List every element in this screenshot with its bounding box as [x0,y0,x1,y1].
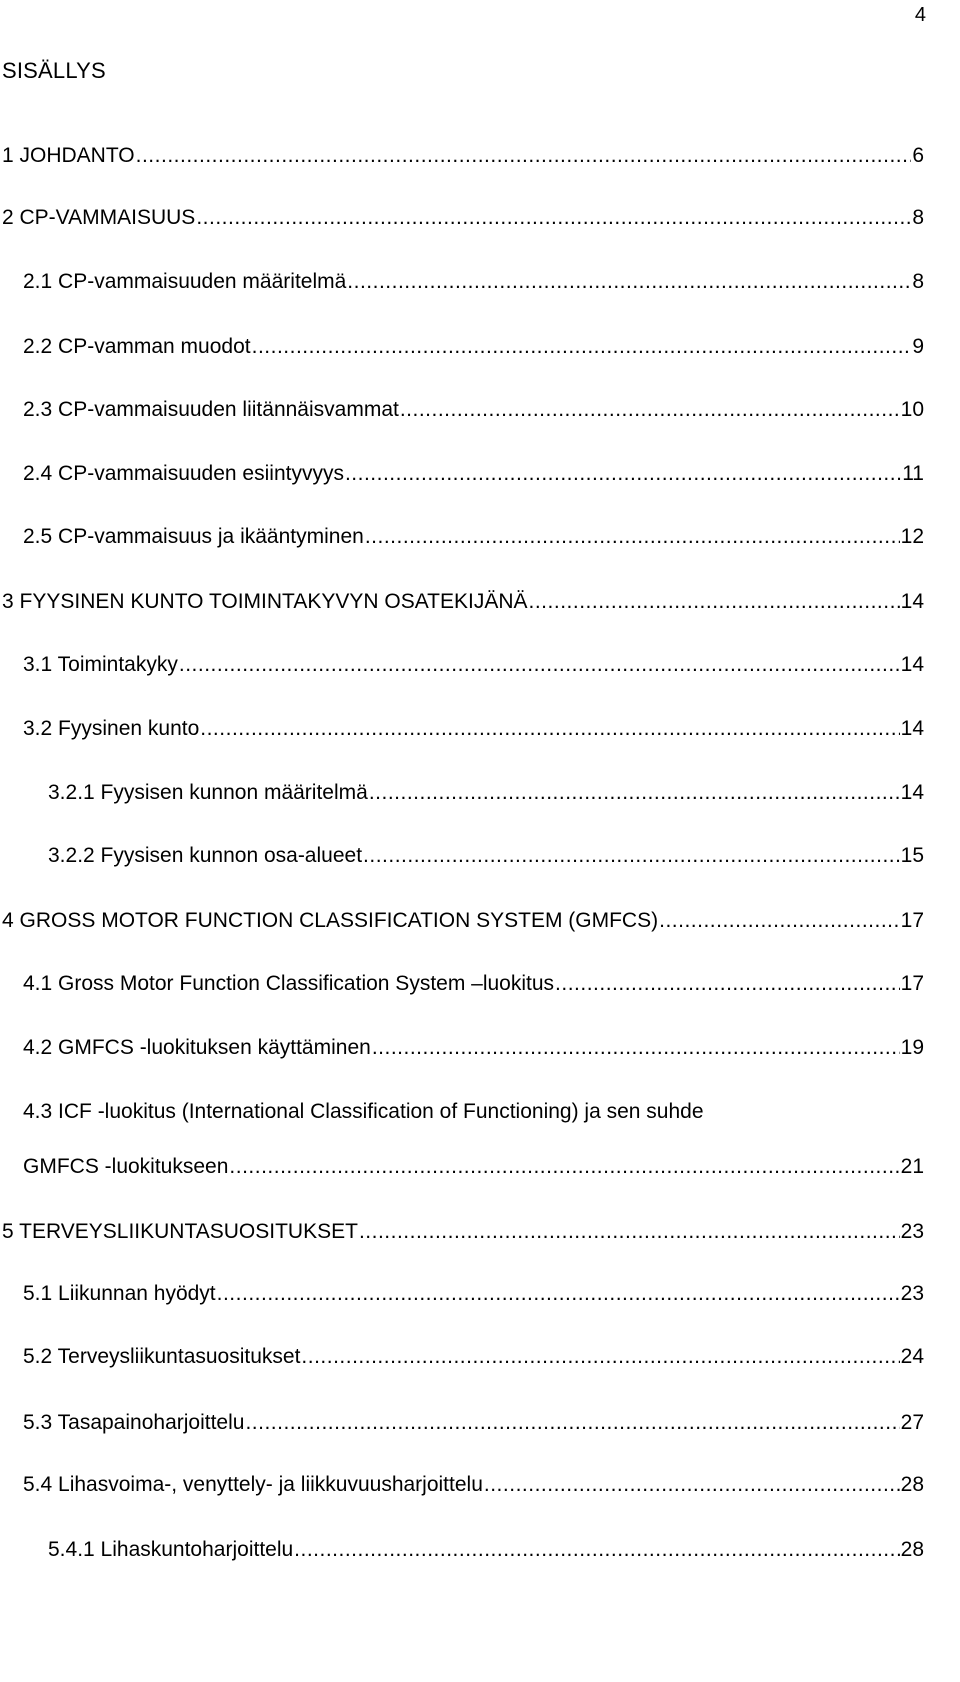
toc-entry-5-4[interactable] [23,1472,924,1498]
toc-entry-page: 14 [900,653,924,676]
toc-entry-2-5[interactable] [23,524,924,550]
toc-entry-terveysliikuntasuositukset[interactable] [2,1219,924,1245]
toc-entry-gmfcs[interactable] [2,908,924,934]
toc-entry-5-2[interactable] [23,1344,924,1370]
toc-entry-page: 14 [900,590,924,613]
toc-entry-cp-vammaisuus[interactable] [2,205,924,231]
toc-leader-dots [365,524,900,550]
toc-entry-page: 11 [902,462,924,485]
toc-entry-page: 23 [900,1282,924,1305]
toc-entry-page: 10 [900,398,924,421]
toc-entry-2-4[interactable] [23,461,924,487]
toc-entry-5-4-1[interactable] [48,1537,924,1563]
toc-entry-page: 27 [900,1411,924,1434]
toc-entry-label: 4.1 Gross Motor Function Classification System –luokitus [23,972,555,995]
toc-leader-dots [372,1035,900,1061]
toc-entry-label: 1 JOHDANTO [2,144,135,167]
toc-entry-label: 2.1 CP-vammaisuuden määritelmä [23,270,347,293]
toc-title: SISÄLLYS [2,58,106,83]
toc-entry-3-1[interactable] [23,652,924,678]
toc-entry-label: 5.4.1 Lihaskuntoharjoittelu [48,1538,294,1561]
toc-entry-label: 3.2.2 Fyysisen kunnon osa-alueet [48,844,363,867]
toc-entry-page: 6 [912,144,924,167]
toc-entry-3-2-2[interactable] [48,843,924,869]
toc-entry-label: 5 TERVEYSLIIKUNTASUOSITUKSET [2,1220,358,1243]
toc-entry-page: 28 [900,1538,924,1561]
toc-entry-page: 23 [900,1220,924,1243]
toc-entry-page: 19 [900,1036,924,1059]
toc-entry-page: 17 [900,972,924,995]
toc-entry-4-3[interactable] [23,1154,924,1180]
toc-entry-3-2[interactable] [23,716,924,742]
toc-entry-2-2[interactable] [23,334,924,360]
toc-entry-page: 15 [900,844,924,867]
toc-entry-label: GMFCS -luokitukseen [23,1155,229,1178]
toc-entry-2-1[interactable] [23,269,924,295]
toc-leader-dots [229,1154,899,1180]
toc-entry-page: 21 [900,1155,924,1178]
toc-entry-label: 3.2.1 Fyysisen kunnon määritelmä [48,781,368,804]
toc-entry-fyysinen-kunto[interactable] [2,589,924,615]
toc-leader-dots [136,143,912,169]
toc-entry-page: 8 [912,206,924,229]
toc-entry-page: 28 [900,1473,924,1496]
toc-leader-dots [659,908,900,934]
toc-entry-page: 9 [912,335,924,358]
toc-entry-4-1[interactable] [23,971,924,997]
toc-entry-label: 3.1 Toimintakyky [23,653,178,676]
toc-entry-page: 24 [900,1345,924,1368]
toc-entry-page: 12 [900,525,924,548]
toc-entry-label: 5.3 Tasapainoharjoittelu [23,1411,245,1434]
toc-leader-dots [196,205,911,231]
toc-entry-label: 4.2 GMFCS -luokituksen käyttäminen [23,1036,371,1059]
toc-entry-label: 2.4 CP-vammaisuuden esiintyvyys [23,462,344,485]
toc-leader-dots [484,1472,900,1498]
toc-leader-dots [301,1344,899,1370]
toc-leader-dots [529,589,900,615]
toc-entry-label: 5.4 Lihasvoima-, venyttely- ja liikkuvuusharjoittelu [23,1473,483,1496]
toc-entry-page: 14 [900,717,924,740]
toc-leader-dots [294,1537,899,1563]
toc-leader-dots [179,652,900,678]
toc-entry-label: 3 FYYSINEN KUNTO TOIMINTAKYVYN OSATEKIJÄNÄ [2,590,528,613]
toc-entry-4-2[interactable] [23,1035,924,1061]
toc-entry-page: 8 [912,270,924,293]
toc-entry-page: 17 [900,909,924,932]
toc-leader-dots [217,1281,900,1307]
toc-leader-dots [555,971,900,997]
toc-entry-label: 2.2 CP-vamman muodot [23,335,251,358]
toc-leader-dots [400,397,900,423]
toc-leader-dots [252,334,912,360]
toc-leader-dots [369,780,900,806]
toc-entry-5-1[interactable] [23,1281,924,1307]
toc-entry-4-3-first-line[interactable]: 4.3 ICF -luokitus (International Classification of Functioning) ja sen suhde [23,1100,704,1123]
toc-entry-label: 2 CP-VAMMAISUUS [2,206,196,229]
toc-leader-dots [363,843,900,869]
toc-leader-dots [345,461,901,487]
toc-entry-label: 2.5 CP-vammaisuus ja ikääntyminen [23,525,364,548]
page-number: 4 [914,4,926,26]
toc-entry-johdanto[interactable] [2,143,924,169]
toc-entry-label: 5.2 Terveysliikuntasuositukset [23,1345,301,1368]
toc-entry-label: 5.1 Liikunnan hyödyt [23,1282,216,1305]
toc-entry-label: 4 GROSS MOTOR FUNCTION CLASSIFICATION SYSTEM (GMFCS) [2,909,659,932]
toc-entry-5-3[interactable] [23,1410,924,1436]
toc-leader-dots [200,716,899,742]
toc-entry-label: 3.2 Fyysinen kunto [23,717,200,740]
toc-entry-2-3[interactable] [23,397,924,423]
toc-entry-label: 2.3 CP-vammaisuuden liitännäisvammat [23,398,399,421]
toc-leader-dots [347,269,911,295]
toc-leader-dots [245,1410,899,1436]
toc-leader-dots [359,1219,900,1245]
toc-entry-3-2-1[interactable] [48,780,924,806]
toc-entry-page: 14 [900,781,924,804]
